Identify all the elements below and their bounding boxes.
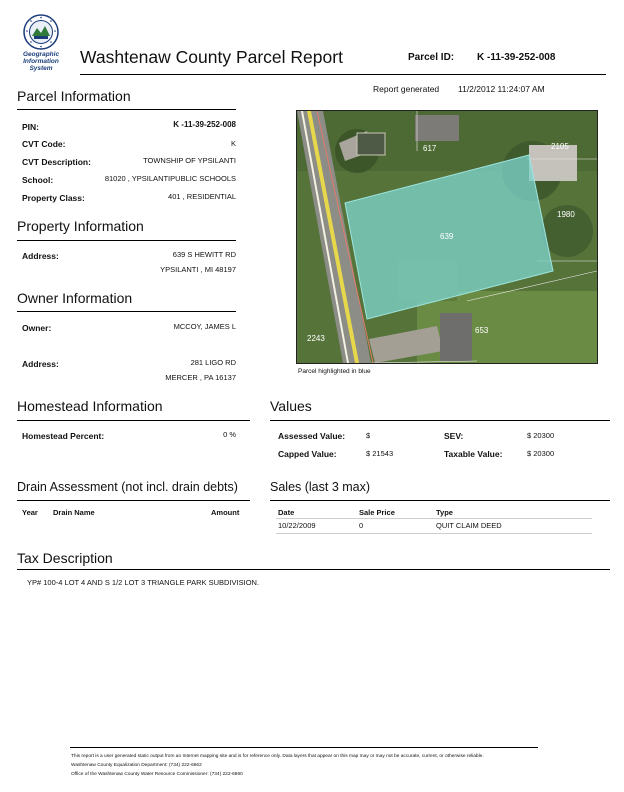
homestead-divider: [17, 420, 250, 421]
map-label-2243: 2243: [307, 334, 325, 343]
map-caption: Parcel highlighted in blue: [298, 368, 371, 375]
homestead-title: Homestead Information: [17, 398, 163, 414]
property-class-value: 401 , RESIDENTIAL: [168, 192, 236, 201]
values-divider: [270, 420, 610, 421]
sales-row-date: 10/22/2009: [278, 521, 316, 530]
assessed-value-label: Assessed Value:: [278, 431, 346, 441]
sales-col-price: Sale Price: [359, 508, 395, 517]
map-label-1980: 1980: [557, 210, 575, 219]
county-seal-icon: [23, 14, 59, 50]
values-title: Values: [270, 398, 312, 414]
map-label-653: 653: [475, 326, 489, 335]
house-617: [415, 115, 459, 141]
sev-value: $ 20300: [527, 431, 555, 440]
cvt-description-value: TOWNSHIP OF YPSILANTI: [143, 156, 236, 165]
logo-text: [16, 51, 66, 72]
parcel-info-title: Parcel Information: [17, 88, 131, 104]
sev-label: SEV:: [444, 431, 464, 441]
property-info-title: Property Information: [17, 218, 144, 234]
sales-row-type: QUIT CLAIM DEED: [436, 521, 502, 530]
sales-title: Sales (last 3 max): [270, 480, 371, 494]
sales-header-divider: [276, 518, 592, 519]
sales-col-type: Type: [436, 508, 453, 517]
report-generated-label: Report generated: [373, 84, 440, 94]
pin-label: PIN:: [22, 122, 39, 132]
property-info-divider: [17, 240, 236, 241]
logo-line-1: Geographic: [22, 51, 60, 58]
property-address-line2: YPSILANTI , MI 48197: [160, 265, 236, 274]
cvt-description-label: CVT Description:: [22, 157, 91, 167]
school-value: 81020 , YPSILANTIPUBLIC SCHOOLS: [104, 174, 236, 183]
taxable-value-label: Taxable Value:: [444, 449, 503, 459]
property-address-label: Address:: [22, 251, 59, 261]
capped-value: $ 21543: [366, 449, 394, 458]
pin-value: K -11-39-252-008: [173, 120, 236, 129]
drain-title: Drain Assessment (not incl. drain debts): [17, 480, 238, 494]
sales-row-divider: [276, 533, 592, 534]
title-divider: [80, 74, 606, 75]
homestead-percent-label: Homestead Percent:: [22, 431, 105, 441]
assessed-value: $: [366, 431, 371, 440]
logo-line-2: Information: [23, 58, 59, 65]
drain-col-name: Drain Name: [53, 508, 95, 517]
owner-info-divider: [17, 311, 236, 312]
logo-line-3: System: [29, 65, 53, 72]
capped-value-label: Capped Value:: [278, 449, 337, 459]
map-label-617: 617: [423, 144, 437, 153]
owner-info-title: Owner Information: [17, 290, 133, 306]
drain-col-amount: Amount: [211, 508, 240, 517]
cvt-code-label: CVT Code:: [22, 139, 66, 149]
school-label: School:: [22, 175, 54, 185]
tax-description-text: YP# 100-4 LOT 4 AND S 1/2 LOT 3 TRIANGLE PARK SUBDIVISION.: [27, 578, 260, 587]
drain-col-year: Year: [22, 508, 38, 517]
homestead-percent-value: 0 %: [223, 430, 236, 439]
map-label-639: 639: [440, 232, 454, 241]
tax-title: Tax Description: [17, 550, 113, 566]
aerial-photo: [297, 111, 597, 363]
report-title: Washtenaw County Parcel Report: [80, 47, 343, 67]
drain-divider: [17, 500, 250, 501]
sales-divider: [270, 500, 610, 501]
parcel-map[interactable]: [296, 110, 598, 364]
cvt-code-value: K: [230, 139, 236, 148]
house-653: [440, 313, 472, 361]
property-address-line1: 639 S HEWITT RD: [172, 250, 236, 259]
sales-row-price: 0: [359, 521, 364, 530]
sales-col-date: Date: [278, 508, 295, 517]
footer-water-resource-contact: Office of the Washtenaw County Water Resource Commissioner: (734) 222-6860: [71, 772, 243, 777]
parcel-id-value: K -11-39-252-008: [477, 52, 556, 63]
owner-label: Owner:: [22, 323, 52, 333]
taxable-value: $ 20300: [527, 449, 555, 458]
footer-disclaimer: This report is a user generated static output from an Internet mapping site and is for reference only. Data layers that appear on this map may or may not be accurate, current, or otherwise reliable.: [71, 754, 484, 759]
tax-divider: [17, 569, 610, 570]
owner-address-label: Address:: [22, 359, 59, 369]
owner-value: MCCOY, JAMES L: [173, 322, 236, 331]
report-generated-value: 11/2/2012 11:24:07 AM: [458, 84, 545, 94]
footer-divider: [70, 747, 538, 748]
parcel-id-label: Parcel ID:: [408, 52, 455, 63]
property-class-label: Property Class:: [22, 193, 85, 203]
parcel-info-divider: [17, 109, 236, 110]
footer-equalization-contact: Washtenaw County Equalization Department: (734) 222-6662: [71, 763, 202, 768]
owner-address-line1: 281 LIGO RD: [190, 358, 236, 367]
gis-logo: [16, 14, 66, 72]
owner-address-line2: MERCER , PA 16137: [165, 373, 236, 382]
map-label-2105: 2105: [551, 142, 569, 151]
